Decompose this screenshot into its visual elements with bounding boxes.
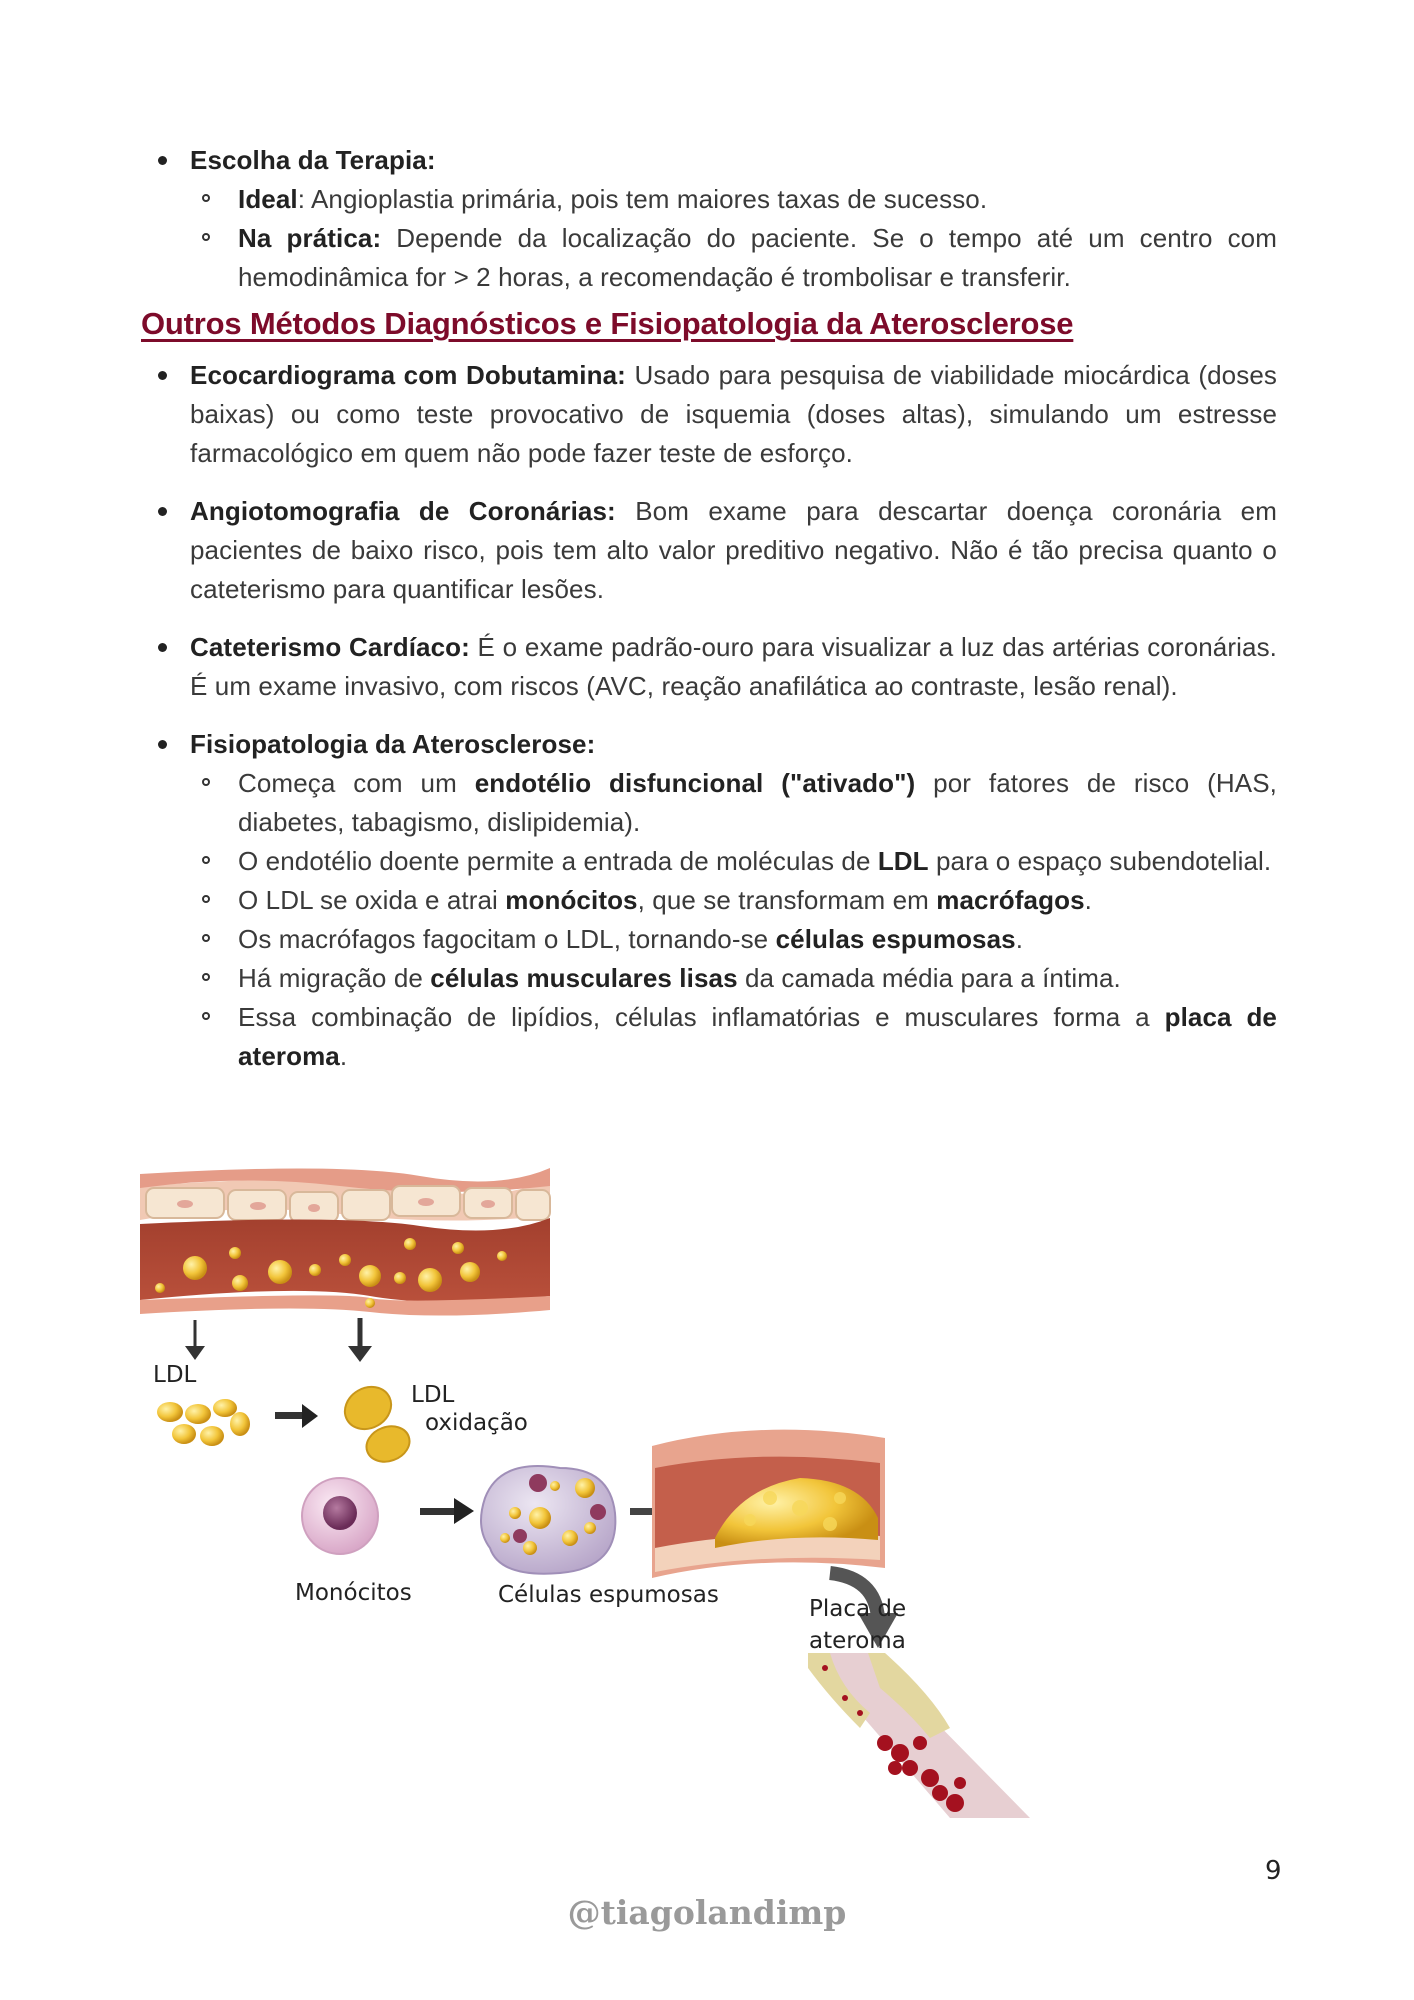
foam-cell-graphic	[481, 1466, 615, 1574]
ldl-particles-graphic	[157, 1399, 250, 1446]
physiopathology-title: Fisiopatologia da Aterosclerose:	[190, 729, 596, 759]
author-handle: @tiagolandimp	[567, 1893, 847, 1932]
label-ldl-oxidized: LDL	[411, 1382, 455, 1408]
arrow-right-icon	[275, 1404, 318, 1428]
therapy-title: Escolha da Terapia:	[190, 145, 436, 175]
physio-item: Essa combinação de lipídios, células inflamatórias e musculares forma a placa de ateroma.	[190, 998, 1277, 1076]
therapy-list	[0, 141, 1414, 297]
physio-item: Começa com um endotélio disfuncional ("ativado") por fatores de risco (HAS, diabetes, tabagismo, dislipidemia).	[190, 764, 1277, 842]
method-item-echo	[0, 356, 1414, 473]
physiopathology-bullet	[0, 725, 1414, 1076]
atherosclerosis-diagram	[140, 1168, 1270, 1818]
label-foam-cells: Células espumosas	[498, 1582, 719, 1608]
physio-item: O endotélio doente permite a entrada de moléculas de LDL para o espaço subendotelial.	[190, 842, 1277, 881]
label-plaque-1: Placa de	[809, 1596, 907, 1622]
atheroma-plaque-graphic	[652, 1430, 885, 1578]
label-monocytes: Monócitos	[295, 1580, 412, 1606]
item-label: Ideal	[238, 184, 298, 214]
page-number: 9	[1265, 1856, 1282, 1886]
method-text: Bom exame para descartar doença coronária em pacientes de baixo risco, pois tem alto valor preditivo negativo. Não é tão precisa quanto o cateterismo para quantificar lesões.	[190, 496, 1277, 604]
label-oxidation: oxidação	[425, 1410, 528, 1436]
therapy-item-ideal	[190, 180, 1277, 219]
atherosclerosis-illustration	[140, 1168, 1270, 1818]
item-label: Na prática:	[238, 223, 382, 253]
method-label: Cateterismo Cardíaco:	[190, 632, 470, 662]
physiopathology-sublist	[190, 764, 1277, 1076]
item-text: : Angioplastia primária, pois tem maiores taxas de sucesso.	[297, 184, 988, 214]
physio-item: Os macrófagos fagocitam o LDL, tornando-se células espumosas.	[190, 920, 1277, 959]
method-item-catheterism	[0, 628, 1414, 706]
occluded-artery-graphic	[808, 1653, 1030, 1818]
vessel-wall-graphic	[140, 1168, 550, 1316]
method-label: Angiotomografia de Coronárias:	[190, 496, 616, 526]
method-item-angiotomography	[0, 492, 1414, 609]
section-heading: Outros Métodos Diagnósticos e Fisiopatologia da Aterosclerose	[141, 306, 1074, 341]
arrow-right-icon	[420, 1498, 474, 1524]
item-text: Depende da localização do paciente. Se o tempo até um centro com hemodinâmica for > 2 horas, a recomendação é trombolisar e transferir.	[238, 223, 1277, 292]
physio-item: Há migração de células musculares lisas da camada média para a íntima.	[190, 959, 1277, 998]
label-ldl: LDL	[153, 1362, 197, 1388]
monocyte-graphic	[302, 1478, 378, 1554]
therapy-bullet	[0, 141, 1414, 297]
method-text: É o exame padrão-ouro para visualizar a luz das artérias coronárias. É um exame invasivo, com riscos (AVC, reação anafilática ao contraste, lesão renal).	[190, 632, 1277, 701]
therapy-item-practice	[190, 219, 1277, 297]
physio-item: O LDL se oxida e atrai monócitos, que se transformam em macrófagos.	[190, 881, 1277, 920]
oxidized-ldl-graphic	[337, 1379, 414, 1468]
method-label: Ecocardiograma com Dobutamina:	[190, 360, 626, 390]
methods-list	[0, 356, 1414, 1076]
therapy-sublist	[190, 180, 1277, 297]
label-plaque-2: ateroma	[809, 1628, 906, 1654]
arrow-down-icon	[185, 1318, 372, 1362]
method-text: Usado para pesquisa de viabilidade miocárdica (doses baixas) ou como teste provocativo de isquemia (doses altas), simulando um estresse farmacológico em quem não pode fazer teste de esforço.	[190, 360, 1277, 468]
